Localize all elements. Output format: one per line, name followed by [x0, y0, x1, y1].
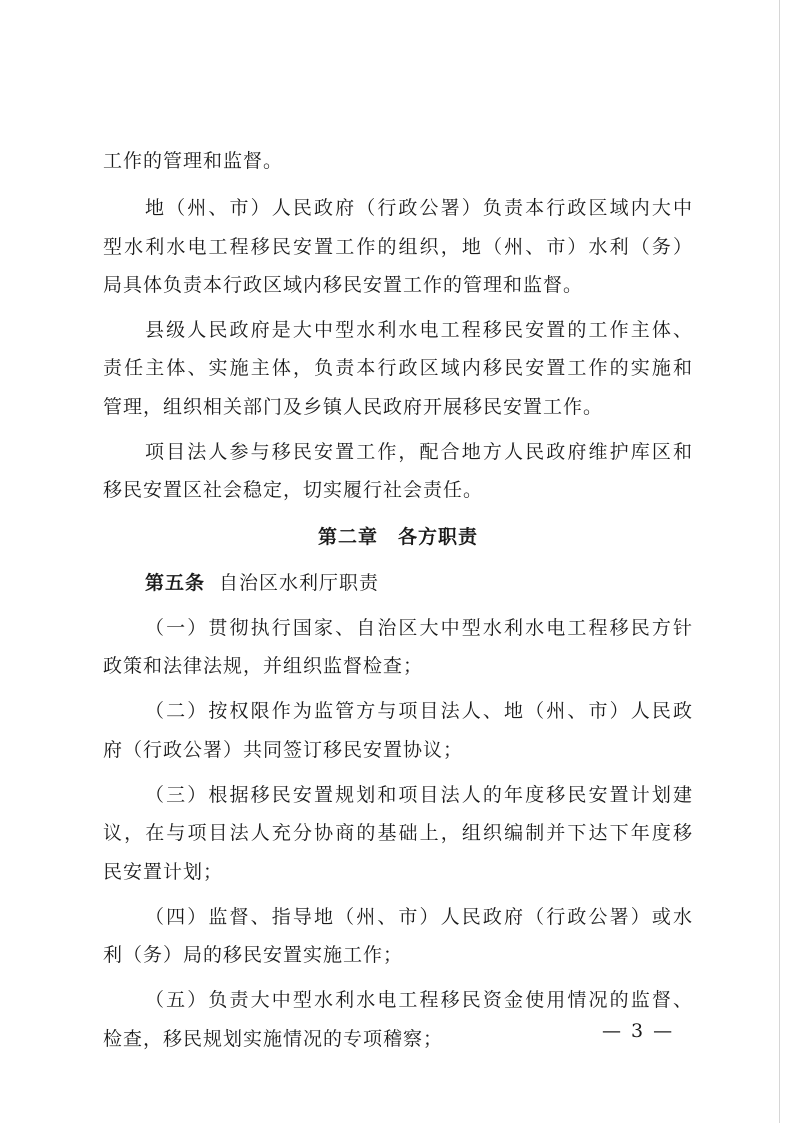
text-line: 工作的管理和监督。	[103, 150, 284, 172]
item-line: 议，在与项目法人充分协商的基础上，组织编制并下达下年度移	[103, 822, 693, 844]
article-label: 第五条	[145, 572, 206, 594]
text-line: 责任主体、实施主体，负责本行政区域内移民安置工作的实施和	[103, 357, 693, 379]
text-line: 局具体负责本行政区域内移民安置工作的管理和监督。	[103, 274, 584, 296]
item-line: （一）贯彻执行国家、自治区大中型水利水电工程移民方针	[145, 617, 693, 639]
text-line: 管理，组织相关部门及乡镇人民政府开展移民安置工作。	[103, 396, 604, 418]
item-line: 民安置计划；	[103, 861, 224, 883]
article-heading	[103, 568, 693, 598]
text-line: 地（州、市）人民政府（行政公署）负责本行政区域内大中	[145, 197, 693, 219]
item-line: 政策和法律法规，并组织监督检查；	[103, 655, 424, 677]
item-line: （三）根据移民安置规划和项目法人的年度移民安置计划建	[145, 784, 693, 806]
item-line: 利（务）局的移民安置实施工作；	[103, 944, 404, 966]
item-line: （二）按权限作为监管方与项目法人、地（州、市）人民政	[145, 700, 693, 722]
item-line: 府（行政公署）共同签订移民安置协议；	[103, 739, 464, 761]
text-line: 型水利水电工程移民安置工作的组织，地（州、市）水利（务）	[103, 236, 693, 258]
text-line: 项目法人参与移民安置工作，配合地方人民政府维护库区和	[145, 441, 693, 463]
item-line: 检查，移民规划实施情况的专项稽察；	[103, 1028, 444, 1050]
chapter-heading: 第二章 各方职责	[317, 526, 478, 548]
text-line: 县级人民政府是大中型水利水电工程移民安置的工作主体、	[145, 319, 693, 341]
item-line: （四）监督、指导地（州、市）人民政府（行政公署）或水	[145, 906, 693, 928]
text-line: 移民安置区社会稳定，切实履行社会责任。	[103, 479, 484, 501]
article-title: 自治区水利厅职责	[219, 572, 380, 594]
page-number: — 3 —	[602, 1020, 675, 1042]
item-line: （五）负责大中型水利水电工程移民资金使用情况的监督、	[145, 989, 693, 1011]
page-edge-line	[779, 0, 780, 1123]
